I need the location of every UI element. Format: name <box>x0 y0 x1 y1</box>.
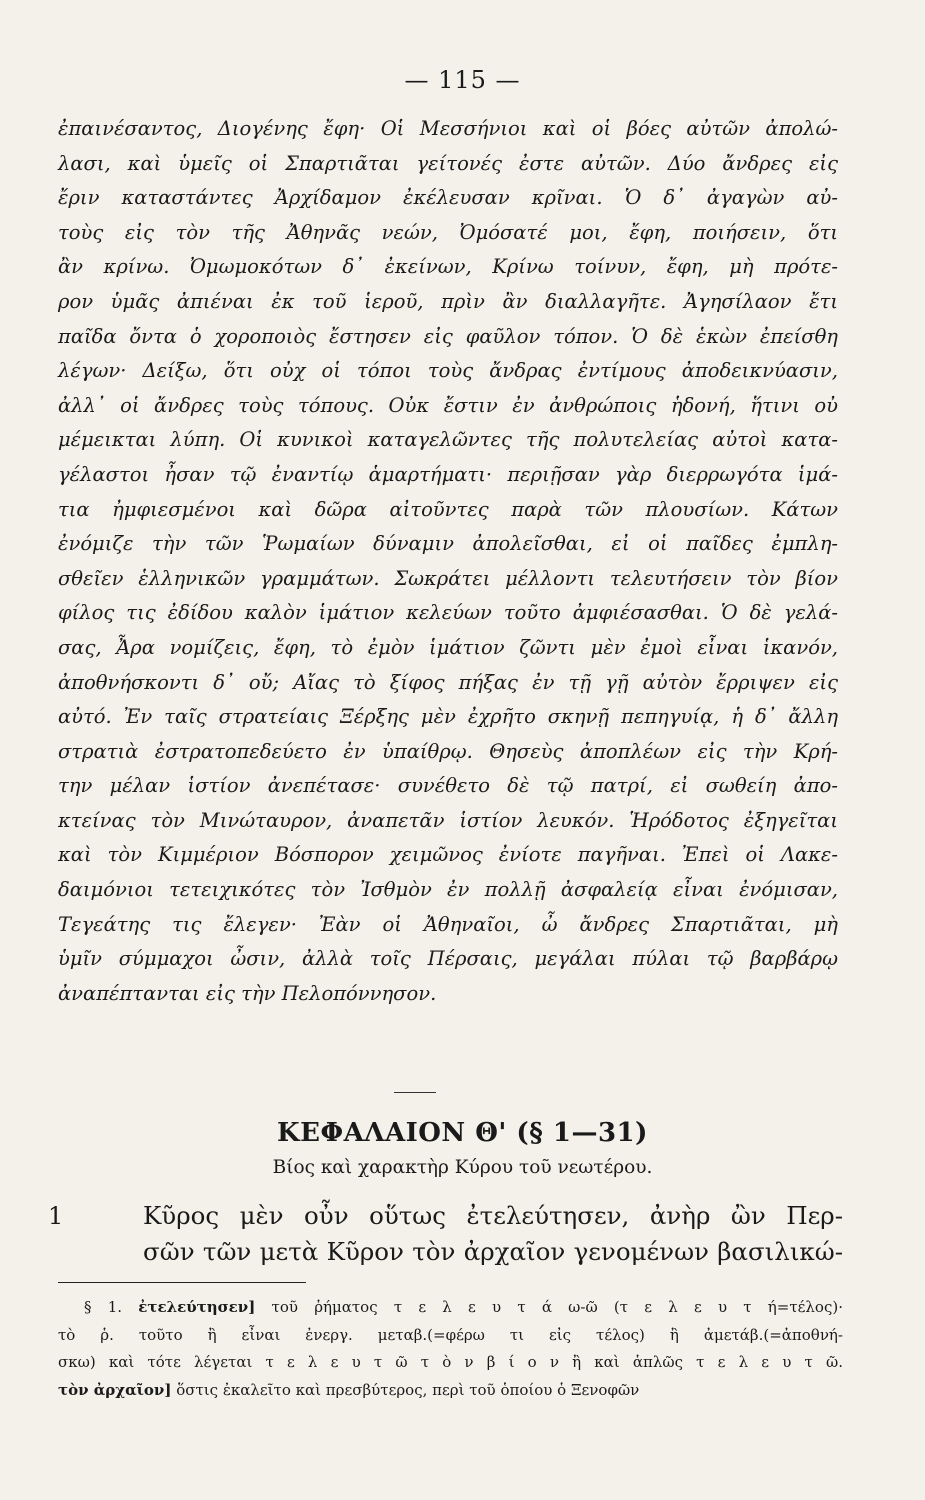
body-line: στρατιὰ ἐστρατοπεδεύετο ἐν ὑπαίθρῳ. Θησεὺς ἀποπλέων εἰς τὴν Κρή- <box>58 739 838 763</box>
chapter-subtitle: Βίος καὶ χαρακτὴρ Κύρου τοῦ νεωτέρου. <box>272 1157 653 1178</box>
body-line: ὑμῖν σύμμαχοι ὦσιν, ἀλλὰ τοῖς Πέρσαις, μεγάλαι πύλαι τῷ βαρβάρῳ <box>58 947 838 971</box>
footnote-line <box>58 1377 843 1405</box>
footnote-rule <box>58 1282 306 1283</box>
body-line: ἔριν καταστάντες Ἀρχίδαμον ἐκέλευσαν κρῖναι. Ὁ δ᾽ ἀγαγὼν αὐ- <box>58 186 838 210</box>
body-line: σας, Ἆρα νομίζεις, ἔφη, τὸ ἐμὸν ἱμάτιον ζῶντι μὲν ἐμοὶ εἶναι ἱκανόν, <box>58 635 838 659</box>
body-line: ἀποθνήσκοντι δ᾽ οὔ; Αἴας τὸ ξίφος πήξας ἐν τῇ γῇ αὐτὸν ἔρριψεν εἰς <box>58 670 838 694</box>
chapter-section-range: (§ 1—31) <box>516 1118 648 1148</box>
body-line: μέμεικται λύπη. Οἱ κυνικοὶ καταγελῶντες τῆς πολυτελείας αὐτοὶ κατα- <box>58 428 838 452</box>
footnote-lemma: τὸν ἀρχαῖον] <box>58 1380 172 1399</box>
page-number: — 115 — <box>404 66 521 94</box>
footnote-text: ὅστις ἐκαλεῖτο καὶ πρεσβύτερος, περὶ τοῦ ὁποίου ὁ Ξενοφῶν <box>176 1380 640 1399</box>
footnote-line: τὸ ῥ. τοῦτο ἢ εἶναι ἐνεργ. μεταβ.(=φέρω τι εἰς τέλος) ἢ ἀμετάβ.(=ἀποθνή- <box>58 1325 843 1344</box>
footnote-line <box>58 1294 843 1322</box>
body-line: ρον ὑμᾶς ἀπιέναι ἐκ τοῦ ἱεροῦ, πρὶν ἂν διαλλαγῆτε. Ἀγησίλαον ἔτι <box>58 289 838 313</box>
chapter-title: ΚΕΦΑΛΑΙΟΝ Θ' <box>277 1118 507 1148</box>
body-line: παῖδα ὄντα ὁ χοροποιὸς ἔστησεν εἰς φαῦλον τόπον. Ὁ δὲ ἑκὼν ἐπείσθη <box>58 324 838 348</box>
footnote-lemma: ἐτελεύτησεν] <box>138 1298 256 1316</box>
footnotes <box>58 1294 843 1404</box>
body-line: λέγων· Δείξω, ὅτι οὐχ οἱ τόποι τοὺς ἄνδρας ἐντίμους ἀποδεικνύασιν, <box>58 359 838 383</box>
main-line: σῶν τῶν μετὰ Κῦρον τὸν ἀρχαῖον γενομένων βασιλικώ- <box>143 1237 843 1266</box>
body-line: τια ἠμφιεσμένοι καὶ δῶρα αἰτοῦντες παρὰ τῶν πλουσίων. Κάτων <box>58 497 838 521</box>
footnote-text: τοῦ ῥήματος τ ε λ ε υ τ ά ω-ῶ (τ ε λ ε υ τ ή=τέλος)· <box>271 1298 843 1316</box>
main-line: Κῦρος μὲν οὖν οὕτως ἐτελεύτησεν, ἀνὴρ ὢν Περ- <box>143 1201 843 1230</box>
chapter-heading <box>0 1118 925 1148</box>
body-line: κτείνας τὸν Μινώταυρον, ἀναπετᾶν ἱστίον λευκόν. Ἡρόδοτος ἐξηγεῖται <box>58 808 838 832</box>
body-line: αὐτό. Ἐν ταῖς στρατείαις Ξέρξης μὲν ἐχρῆτο σκηνῇ πεπηγυίᾳ, ἡ δ᾽ ἄλλη <box>58 705 838 729</box>
body-line: δαιμόνιοι τετειχικότες τὸν Ἰσθμὸν ἐν πολλῇ ἀσφαλείᾳ εἶναι ἐνόμισαν, <box>58 878 838 902</box>
body-line: τοὺς εἰς τὸν τῆς Ἀθηνᾶς νεών, Ὀμόσατέ μοι, ἔφη, ποιήσειν, ὅτι <box>58 220 838 244</box>
body-line: λασι, καὶ ὑμεῖς οἱ Σπαρτιᾶται γείτονές ἐστε αὐτῶν. Δύο ἄνδρες εἰς <box>58 151 838 175</box>
body-line: ἀλλ᾽ οἱ ἄνδρες τοὺς τόπους. Οὐκ ἔστιν ἐν ἀνθρώποις ἡδονή, ἥτινι οὐ <box>58 393 838 417</box>
body-line: Τεγεάτης τις ἔλεγεν· Ἐὰν οἱ Ἀθηναῖοι, ὦ ἄνδρες Σπαρτιᾶται, μὴ <box>58 912 838 936</box>
section-divider <box>394 1092 436 1093</box>
body-line: την μέλαν ἱστίον ἀνεπέτασε· συνέθετο δὲ τῷ πατρί, εἰ σωθείη ἀπο- <box>58 774 838 798</box>
body-line: ἂν κρίνω. Ὀμωμοκότων δ᾽ ἐκείνων, Κρίνω τοίνυν, ἔφη, μὴ πρότε- <box>58 255 838 279</box>
body-line: ἀναπέπτανται εἰς τὴν Πελοπόννησον. <box>58 981 437 1005</box>
body-line: ἐνόμιζε τὴν τῶν Ῥωμαίων δύναμιν ἀπολεῖσθαι, εἰ οἱ παῖδες ἐμπλη- <box>58 532 838 556</box>
body-line: καὶ τὸν Κιμμέριον Βόσπορον χειμῶνος ἐνίοτε παγῆναι. Ἐπεὶ οἱ Λακε- <box>58 843 838 867</box>
main-text <box>143 1198 843 1270</box>
footnote-section-mark: § 1. <box>84 1298 123 1316</box>
body-line: σθεῖεν ἑλληνικῶν γραμμάτων. Σωκράτει μέλλοντι τελευτήσειν τὸν βίον <box>58 566 838 590</box>
section-number: 1 <box>48 1202 64 1230</box>
body-line: φίλος τις ἐδίδου καλὸν ἱμάτιον κελεύων τοῦτο ἀμφιέσασθαι. Ὁ δὲ γελά- <box>58 601 838 625</box>
body-line: ἐπαινέσαντος, Διογένης ἔφη· Οἱ Μεσσήνιοι καὶ οἱ βόες αὐτῶν ἀπολώ- <box>58 117 838 140</box>
body-line: γέλαστοι ἦσαν τῷ ἐναντίῳ ἁμαρτήματι· περιῇσαν γὰρ διερρωγότα ἱμά- <box>58 462 838 486</box>
footnote-line: σκω) καὶ τότε λέγεται τ ε λ ε υ τ ῶ τ ὸ ν β ί ο ν ἢ καὶ ἁπλῶς τ ε λ ε υ τ ῶ. <box>58 1353 843 1371</box>
body-text <box>58 112 838 1011</box>
